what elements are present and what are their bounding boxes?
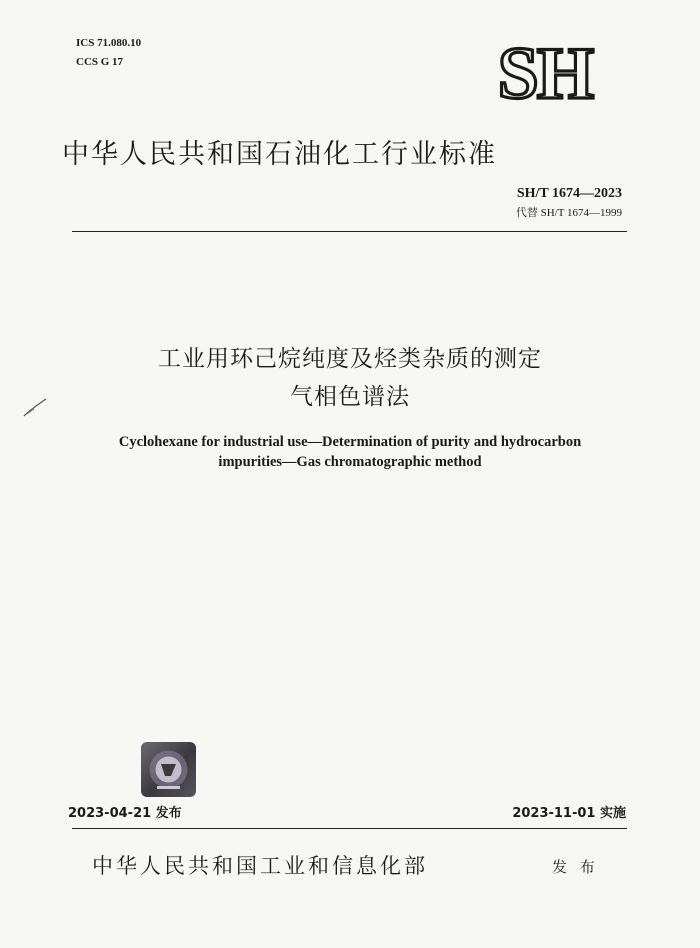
ccs-code: CCS G 17 xyxy=(76,56,124,68)
document-title-zh-line1: 工业用环己烷纯度及烃类杂质的测定 xyxy=(158,346,542,372)
document-title-zh xyxy=(0,340,700,416)
standard-category-title: 中华人民共和国石油化工行业标准 xyxy=(62,139,497,170)
sh-logo-text: SH xyxy=(497,40,593,106)
standard-number-block xyxy=(516,186,622,220)
sh-logo xyxy=(475,40,615,106)
top-divider xyxy=(72,231,627,232)
seal-emblem-icon xyxy=(141,742,196,797)
standard-number: SH/T 1674—2023 xyxy=(516,186,622,201)
classification-codes xyxy=(76,34,141,72)
issue-date: 2023-04-21 发布 xyxy=(68,806,182,821)
implementation-date: 2023-11-01 实施 xyxy=(512,806,626,821)
document-title-en-line1: Cyclohexane for industrial use—Determination of purity and hydrocarbon xyxy=(118,434,582,450)
bottom-divider xyxy=(72,828,627,829)
document-title-en-line2: impurities—Gas chromatographic method xyxy=(218,454,482,470)
document-title-zh-line2: 气相色谱法 xyxy=(290,384,410,410)
ics-code: ICS 71.080.10 xyxy=(76,37,142,49)
pen-mark xyxy=(22,396,48,418)
certification-seal xyxy=(141,742,196,797)
replaces-standard: 代替 SH/T 1674—1999 xyxy=(515,207,622,219)
publisher-suffix: 发 布 xyxy=(552,858,599,876)
document-title-en xyxy=(60,432,640,472)
publisher-name: 中华人民共和国工业和信息化部 xyxy=(92,854,428,878)
